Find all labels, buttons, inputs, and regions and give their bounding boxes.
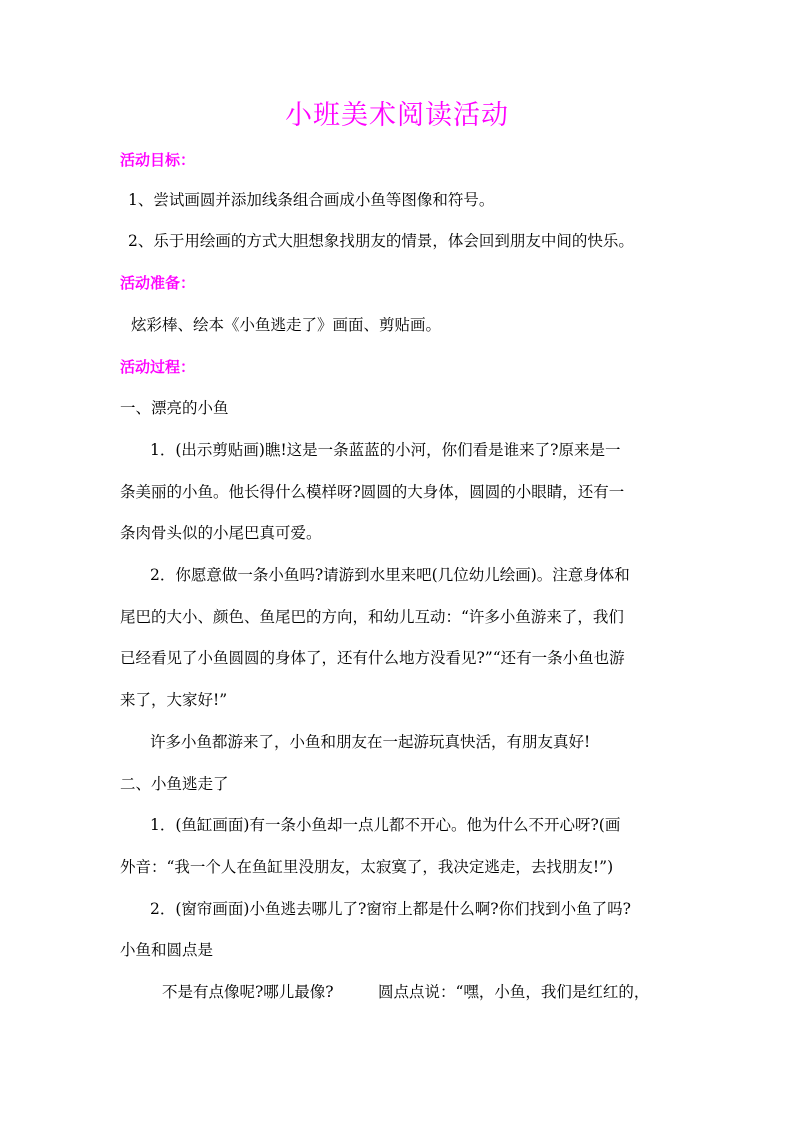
part-title-2: 二、小鱼逃走了	[120, 775, 229, 793]
page-title: 小班美术阅读活动	[285, 100, 509, 131]
paragraph-line: 条肉骨头似的小尾巴真可爱。	[120, 524, 322, 542]
paragraph-line: 已经看见了小鱼圆圆的身体了，还有什么地方没看见?”“还有一条小鱼也游	[120, 649, 625, 667]
section-heading-goals: 活动目标：	[120, 151, 196, 169]
paragraph-line: 外音：“我一个人在鱼缸里没朋友，太寂寞了，我决定逃走，去找朋友!”)	[120, 858, 614, 876]
paragraph-line: 条美丽的小鱼。他长得什么模样呀?圆圆的大身体，圆圆的小眼睛，还有一	[120, 483, 625, 501]
paragraph-line: 圆点点说：“嘿，小鱼，我们是红红的，	[378, 983, 650, 1001]
paragraph-line: 不是有点像呢?哪儿最像?	[162, 983, 334, 1001]
section-heading-preparation: 活动准备：	[120, 274, 196, 292]
paragraph-line: 1．(鱼缸画面)有一条小鱼却一点儿都不开心。他为什么不开心呀?(画	[150, 816, 621, 834]
goal-item-2: 2、乐于用绘画的方式大胆想象找朋友的情景，体会回到朋友中间的快乐。	[128, 232, 634, 250]
part-title-1: 一、漂亮的小鱼	[120, 399, 229, 417]
paragraph-line: 许多小鱼都游来了，小鱼和朋友在一起游玩真快活，有朋友真好!	[150, 733, 591, 751]
paragraph-line: 2．(窗帘画面)小鱼逃去哪儿了?窗帘上都是什么啊?你们找到小鱼了吗?	[150, 900, 631, 918]
paragraph-line: 2．你愿意做一条小鱼吗?请游到水里来吧(几位幼儿绘画)。注意身体和	[150, 566, 630, 584]
goal-item-1: 1、尝试画圆并添加线条组合画成小鱼等图像和符号。	[128, 191, 495, 209]
paragraph-line: 小鱼和圆点是	[120, 941, 214, 959]
section-heading-process: 活动过程：	[120, 358, 196, 376]
paragraph-line: 来了，大家好!”	[120, 691, 228, 709]
preparation-text: 炫彩棒、绘本《小鱼逃走了》画面、剪贴画。	[131, 316, 442, 334]
paragraph-line: 尾巴的大小、颜色、鱼尾巴的方向，和幼儿互动：“许多小鱼游来了，我们	[120, 608, 624, 626]
paragraph-line: 1．(出示剪贴画)瞧!这是一条蓝蓝的小河，你们看是谁来了?原来是一	[150, 441, 621, 459]
